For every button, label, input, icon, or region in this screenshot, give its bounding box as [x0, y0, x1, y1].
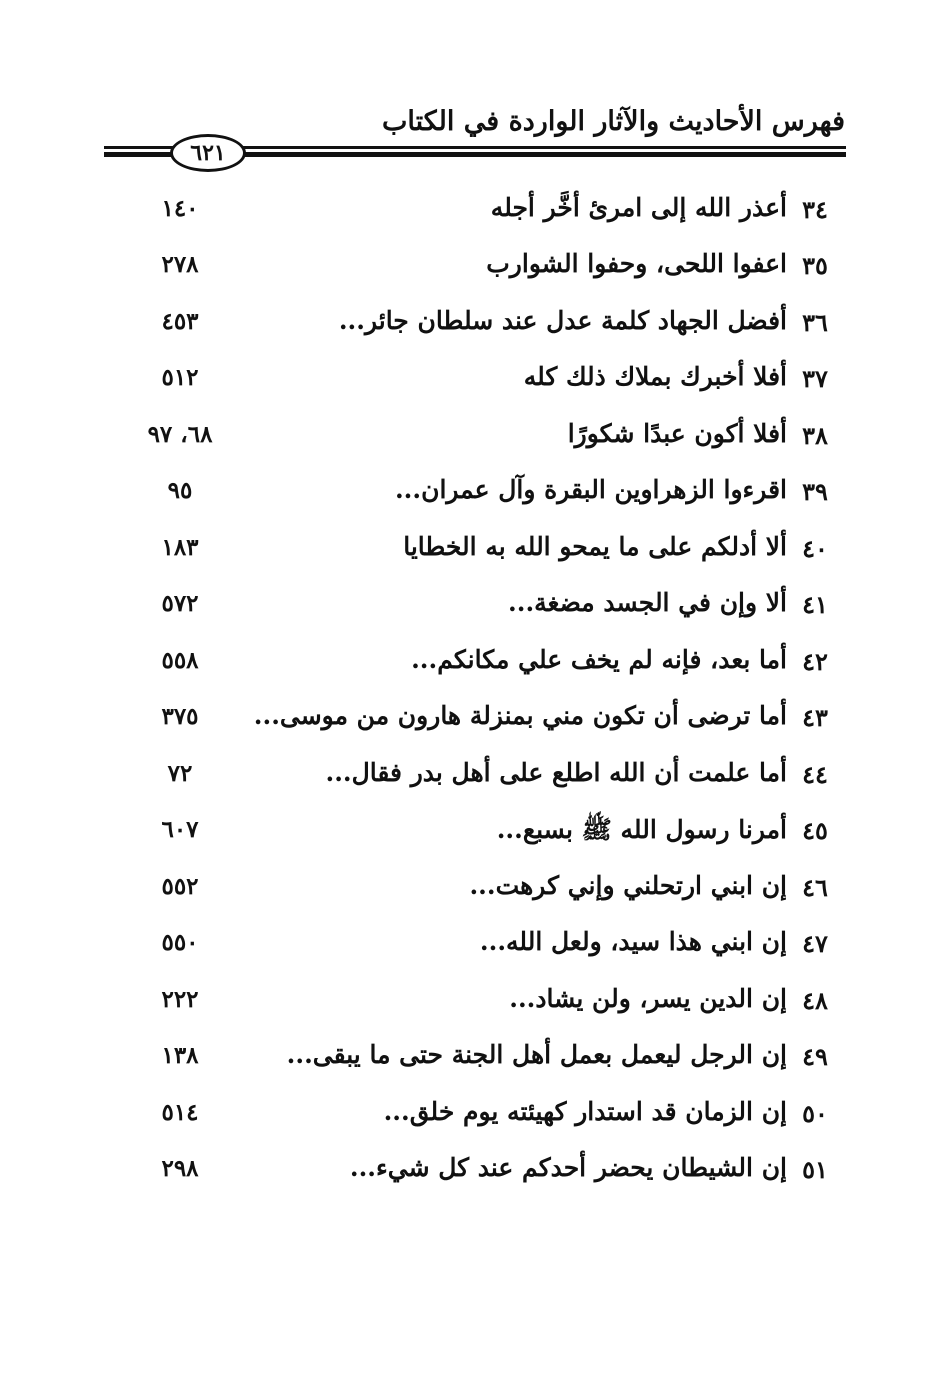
entry-text: إن ابني ارتحلني وإني كرهت... — [469, 871, 787, 900]
index-entry — [0, 750, 945, 806]
entry-page: ٥٥٨ — [161, 647, 199, 674]
entry-text: أما علمت أن الله اطلع على أهل بدر فقال... — [325, 758, 787, 787]
index-entry — [0, 524, 945, 580]
entry-text: أعذر الله إلى امرئ أخَّر أجله — [490, 193, 787, 222]
entry-number: ٥٠ — [802, 1099, 828, 1128]
index-entry — [0, 976, 945, 1032]
entry-text: إن ابني هذا سيد، ولعل الله... — [479, 927, 787, 956]
index-entry — [0, 467, 945, 523]
entry-text: إن الدين يسر، ولن يشاد... — [509, 984, 787, 1013]
entry-number: ٤١ — [802, 590, 828, 619]
index-entry — [0, 863, 945, 919]
entry-number: ٥١ — [802, 1155, 828, 1184]
entry-text: اقرءوا الزهراوين البقرة وآل عمران... — [394, 475, 787, 504]
entry-number: ٣٧ — [802, 364, 828, 393]
entry-number: ٣٨ — [802, 421, 828, 450]
header-title: فهرس الأحاديث والآثار الواردة في الكتاب — [381, 106, 845, 137]
entry-text: ألا أدلكم على ما يمحو الله به الخطايا — [403, 532, 787, 561]
entry-text: إن الرجل ليعمل بعمل أهل الجنة حتى ما يبقى... — [286, 1040, 787, 1069]
entry-page: ١٤٠ — [161, 195, 199, 222]
entry-number: ٤٤ — [802, 760, 828, 789]
entry-page: ٩٥ — [167, 477, 193, 504]
entry-number: ٤٢ — [802, 647, 828, 676]
entry-page: ٢٢٢ — [161, 986, 199, 1013]
entry-number: ٤٨ — [802, 986, 828, 1015]
entry-page: ٥١٢ — [161, 364, 199, 391]
index-entry — [0, 298, 945, 354]
entry-number: ٤٥ — [802, 816, 828, 845]
entry-text: إن الزمان قد استدار كهيئته يوم خلق... — [383, 1097, 787, 1126]
entry-text: أما بعد، فإنه لم يخف علي مكانكم... — [411, 645, 787, 674]
entry-number: ٣٩ — [802, 477, 828, 506]
entry-text: اعفوا اللحى، وحفوا الشوارب — [486, 249, 787, 278]
entry-page: ٢٩٨ — [161, 1155, 199, 1182]
index-entry — [0, 1145, 945, 1201]
entry-text: أما ترضى أن تكون مني بمنزلة هارون من موسى... — [253, 701, 787, 730]
index-entry — [0, 411, 945, 467]
entry-page: ٢٧٨ — [161, 251, 199, 278]
index-entry — [0, 241, 945, 297]
entry-page: ٥٧٢ — [161, 590, 199, 617]
entry-page: ١٨٣ — [161, 534, 199, 561]
entry-number: ٣٤ — [802, 195, 828, 224]
entry-page: ٥٥٢ — [161, 873, 199, 900]
entry-number: ٣٦ — [802, 308, 828, 337]
entry-text: أفضل الجهاد كلمة عدل عند سلطان جائر... — [338, 306, 787, 335]
index-entry — [0, 580, 945, 636]
entry-text: إن الشيطان يحضر أحدكم عند كل شيء... — [349, 1153, 787, 1182]
entry-page: ٧٢ — [167, 760, 193, 787]
entry-number: ٤٠ — [802, 534, 828, 563]
entry-page: ٦٨، ٩٧ — [147, 421, 213, 448]
index-entry — [0, 354, 945, 410]
entry-number: ٤٧ — [802, 929, 828, 958]
entry-number: ٤٦ — [802, 873, 828, 902]
entry-number: ٤٣ — [802, 703, 828, 732]
index-entry — [0, 1089, 945, 1145]
entry-number: ٤٩ — [802, 1042, 828, 1071]
entry-text: أفلا أكون عبدًا شكورًا — [567, 419, 787, 448]
entry-page: ٥١٤ — [161, 1099, 199, 1126]
page-number-badge: ٦٢١ — [170, 134, 246, 172]
index-entry — [0, 919, 945, 975]
entry-text: أمرنا رسول الله ﷺ بسبع... — [496, 815, 787, 844]
entry-page: ٣٧٥ — [161, 703, 199, 730]
entry-page: ٦٠٧ — [161, 816, 199, 843]
entry-text: ألا وإن في الجسد مضغة... — [508, 588, 787, 617]
entry-number: ٣٥ — [802, 251, 828, 280]
index-entry — [0, 693, 945, 749]
index-entry — [0, 1032, 945, 1088]
entry-page: ٤٥٣ — [161, 308, 199, 335]
index-entry — [0, 806, 945, 862]
entry-page: ٥٥٠ — [161, 929, 199, 956]
entry-page: ١٣٨ — [161, 1042, 199, 1069]
entry-text: أفلا أخبرك بملاك ذلك كله — [523, 362, 787, 391]
index-entry — [0, 637, 945, 693]
index-entry — [0, 185, 945, 241]
